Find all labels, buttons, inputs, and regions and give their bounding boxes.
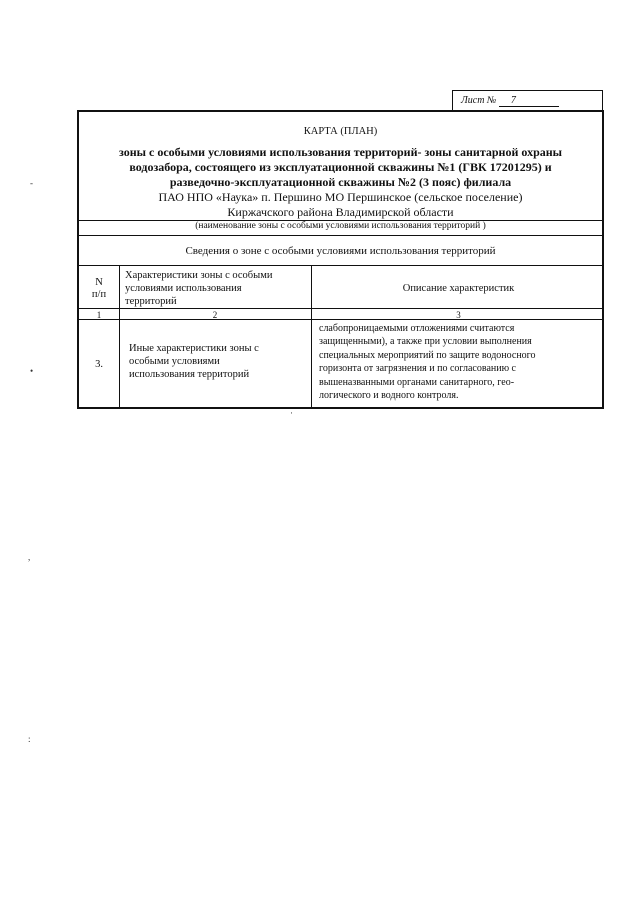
scan-mark: ·: [290, 408, 293, 418]
zone-name-caption: (наименование зоны с особыми условиями использования территорий ): [195, 221, 486, 231]
row-num: 3.: [95, 359, 103, 370]
header-num: N п/п: [91, 277, 107, 300]
document-title: КАРТА (ПЛАН): [303, 126, 378, 137]
zone-name-line-1: зоны с особыми условиями использования территорий- зоны санитарной охраны: [118, 145, 563, 159]
col-number-2: 2: [212, 310, 218, 320]
scan-mark: •: [30, 366, 34, 376]
zone-name-paragraph: [99, 145, 582, 220]
section-title: Сведения о зоне с особыми условиями использования территорий: [185, 245, 496, 257]
sheet-number: 7: [499, 96, 559, 107]
header-characteristic: Характеристики зоны с особыми условиями использования территорий: [125, 270, 273, 307]
col-number-3: 3: [456, 310, 461, 320]
header-description: Описание характеристик: [402, 283, 515, 294]
row-characteristic: Иные характеристики зоны с особыми условиями использования территорий: [129, 343, 259, 380]
sheet-number-box: [452, 90, 603, 110]
column-divider: [119, 265, 120, 409]
row-description: слабопроницаемыми отложениями считаются защищенными), а также при условии выполнения специальных мероприятий по защите водоносного горизонта от загрязнения и по согласованию с вышеназванными органами санитарного, гео- логического и водного контроля.: [319, 323, 536, 402]
col-number-1: 1: [96, 310, 102, 320]
scan-mark: :: [28, 734, 31, 744]
scan-mark: -: [30, 178, 33, 188]
scan-mark: ,: [28, 552, 31, 562]
zone-name-line-2: водозабора, состоящего из эксплуатационной скважины №1 (ГВК 17201295) и: [129, 160, 552, 174]
zone-name-line-5: Киржачского района Владимирской области: [227, 205, 454, 219]
zone-name-line-4: ПАО НПО «Наука» п. Першино МО Першинское (сельское поселение): [158, 190, 523, 204]
header-bottom-border: [79, 308, 602, 309]
divider: [79, 235, 602, 236]
document-frame: [77, 110, 604, 409]
sheet-label: Лист №: [461, 95, 497, 106]
zone-name-line-3: разведочно-эксплуатационной скважины №2 (3 пояс) филиала: [169, 175, 512, 189]
table-top-border: [79, 265, 602, 266]
